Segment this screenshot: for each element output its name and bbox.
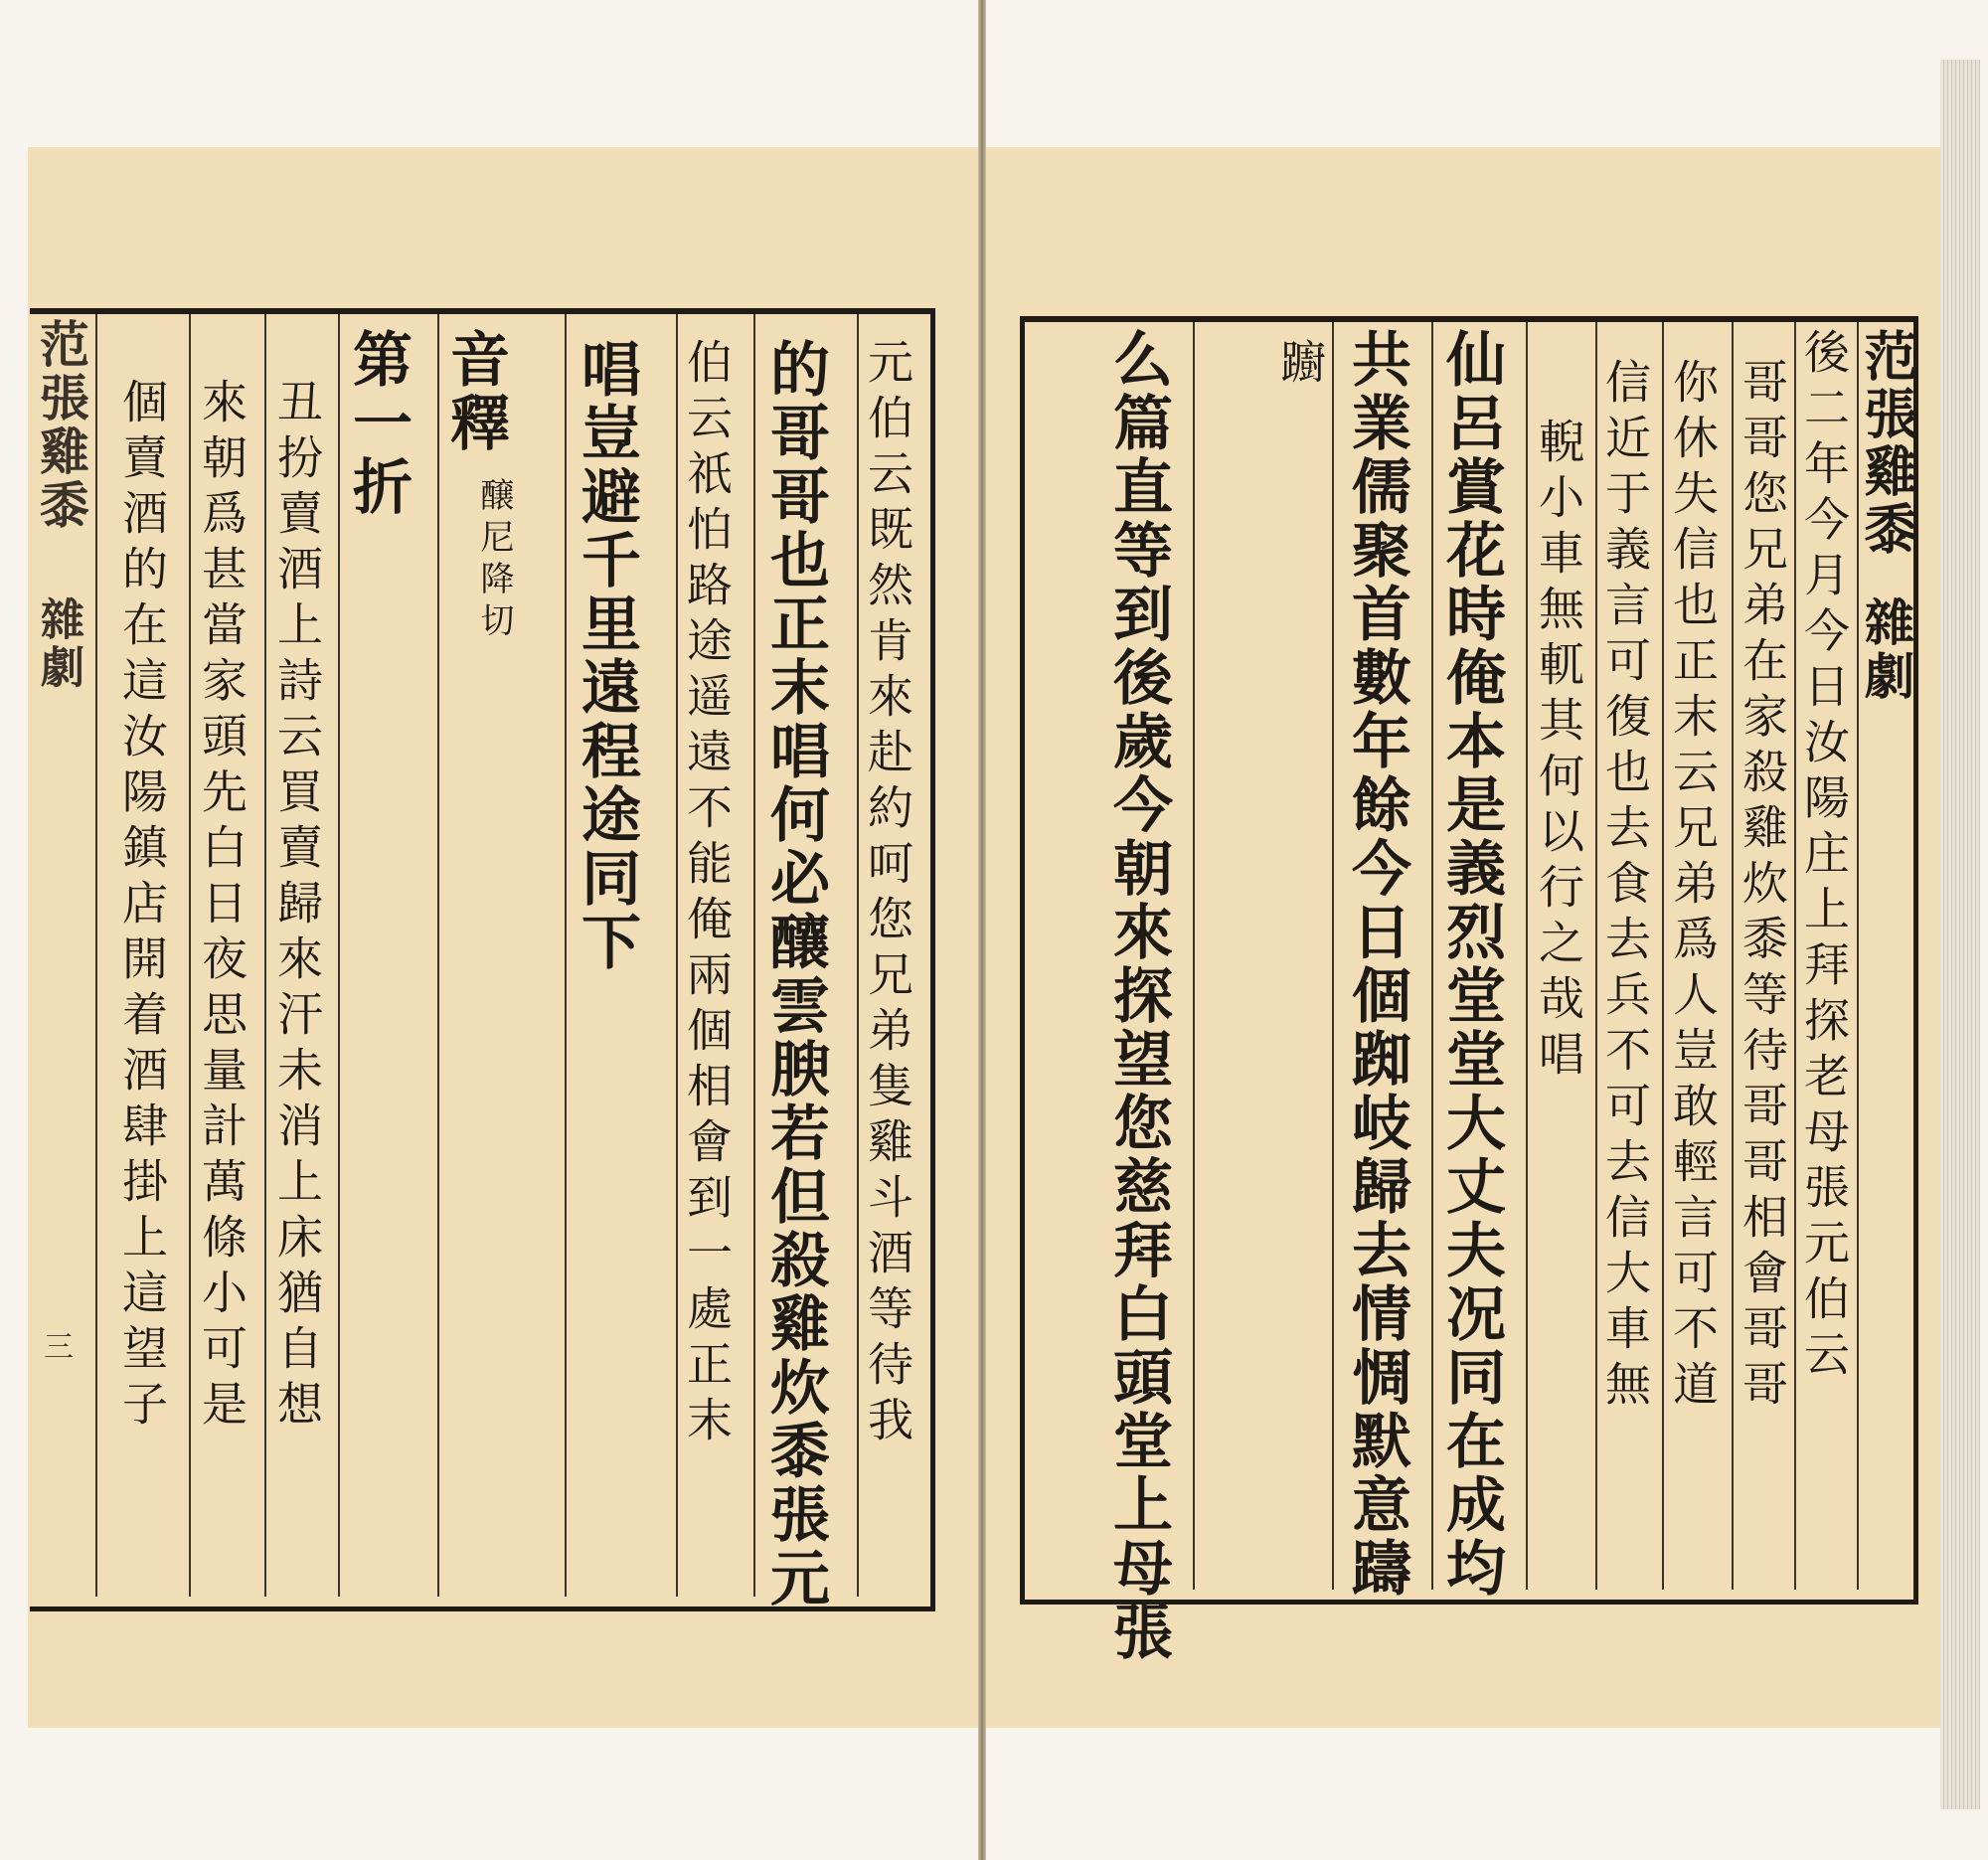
text-column: 仙呂賞花時俺本是義烈堂堂大丈夫况同在成均	[1436, 328, 1506, 1601]
column-rule	[1193, 322, 1195, 1590]
column-rule	[1662, 322, 1664, 1590]
column-rule	[264, 314, 266, 1597]
left-running-head-sub: 雜劇	[33, 596, 83, 692]
text-column: 躕	[1273, 338, 1327, 394]
page-edges	[1940, 60, 1980, 1809]
column-rule	[1595, 322, 1597, 1590]
column-rule	[338, 314, 340, 1597]
text-column: 信近于義言可復也去食去兵不可去信大車無	[1598, 358, 1652, 1416]
column-rule	[95, 314, 97, 1597]
column-rule	[437, 314, 439, 1597]
folio-number: 三	[44, 1330, 74, 1365]
column-rule	[753, 314, 755, 1597]
column-rule	[1732, 322, 1734, 1590]
pronunciation-note: 醸尼降切	[474, 477, 514, 644]
text-column: 丑扮賣酒上詩云買賣歸來汗未消上床猶自想	[270, 378, 324, 1436]
column-rule	[676, 314, 678, 1597]
column-rule	[1794, 322, 1796, 1590]
text-column: 唱豈避千里遠程途同下	[572, 338, 641, 974]
right-running-head: 范張雞黍	[1856, 328, 1919, 559]
right-running-head-sub: 雜劇	[1857, 596, 1915, 704]
text-column: 哥哥您兄弟在家殺雞炊黍等待哥哥相會哥哥	[1736, 358, 1789, 1416]
column-rule	[189, 314, 191, 1597]
column-rule	[1332, 322, 1334, 1590]
section-heading: 音釋	[440, 328, 510, 455]
act-heading: 第一折	[343, 328, 413, 519]
text-column: 後二年今月今日汝陽庄上拜探老母張元伯云	[1797, 328, 1851, 1386]
left-running-head: 范張雞黍	[32, 318, 90, 533]
book-gutter	[978, 0, 986, 1860]
text-column: 元伯云既然肯來赴約呵您兄弟隻雞斗酒等待我	[861, 338, 914, 1451]
text-column: 來朝爲甚當家頭先白日夜思量計萬條小可是	[195, 378, 248, 1436]
text-column: 個賣酒的在這汝陽鎮店開着酒肆掛上這望子	[115, 378, 169, 1436]
text-column: 的哥哥也正末唱何必釀雲腴若但殺雞炊黍張元	[760, 338, 830, 1610]
text-column: 輗小車無軏其何以行之哉唱	[1532, 418, 1585, 1086]
text-column: 你休失信也正末云兄弟爲人豈敢輕言可不道	[1666, 358, 1720, 1416]
text-column: 么篇直等到後歲今朝來探望您慈拜白頭堂上母張	[1103, 328, 1173, 1664]
column-rule	[1526, 322, 1528, 1590]
column-rule	[857, 314, 859, 1597]
text-column: 共業儒聚首數年餘今日個踟岐歸去情惆默意躊	[1342, 328, 1411, 1601]
column-rule	[1431, 322, 1433, 1590]
column-rule	[565, 314, 567, 1597]
text-column: 伯云祇怕路途遥遠不能俺兩個相會到一處正末	[680, 338, 734, 1451]
